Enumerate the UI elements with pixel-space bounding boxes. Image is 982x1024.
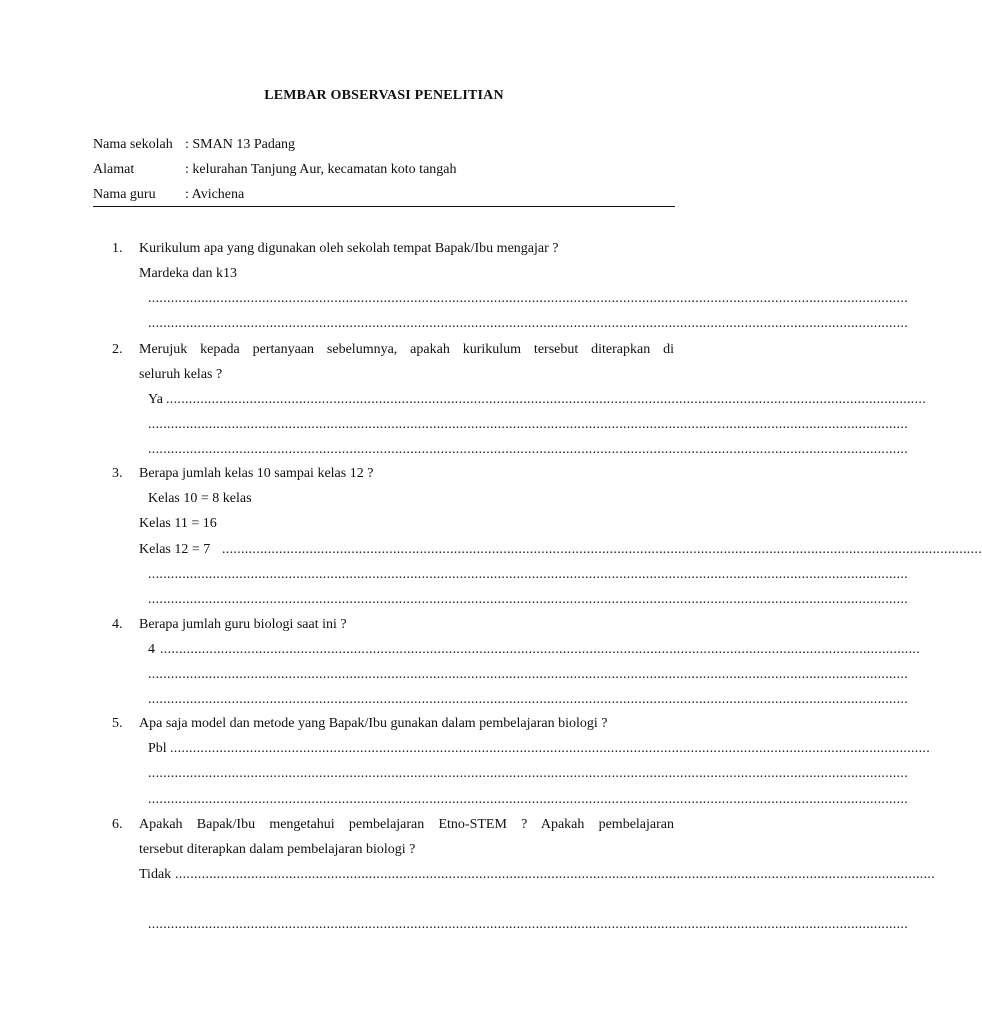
answer-dotted-line: ........................................................................................................................................................................................................ <box>148 792 908 807</box>
answer-dotted-line: ........................................................................................................................................................................................................ <box>148 417 908 432</box>
header-divider <box>93 206 675 207</box>
answer-dotted-line: ........................................................................................................................................................................................................ <box>148 667 908 682</box>
document-title: LEMBAR OBSERVASI PENELITIAN <box>264 88 504 103</box>
school-row <box>93 137 295 155</box>
answer-text: Kelas 11 = 16 <box>139 516 217 531</box>
school-label: Nama sekolah <box>93 137 173 152</box>
question-text: Merujuk kepada pertanyaan sebelumnya, apakah kurikulum tersebut diterapkan di <box>139 342 674 357</box>
answer-dotted-line: ........................................................................................................................................................................................................ <box>148 442 908 457</box>
answer-text: 4 <box>148 642 155 657</box>
question-text: Berapa jumlah kelas 10 sampai kelas 12 ? <box>139 466 374 481</box>
answer-text: Kelas 12 = 7 <box>139 542 211 557</box>
question-text: Apa saja model dan metode yang Bapak/Ibu gunakan dalam pembelajaran biologi ? <box>139 716 608 731</box>
answer-text: Mardeka dan k13 <box>139 266 237 281</box>
question-number: 6. <box>112 817 123 832</box>
answer-dotted-line: ........................................................................................................................................................................................................ <box>148 316 908 331</box>
teacher-row <box>93 187 244 205</box>
teacher-label: Nama guru <box>93 187 156 202</box>
answer-dotted-line: ........................................................................................................................................................................................................ <box>148 917 908 932</box>
answer-text: Pbl <box>148 741 167 756</box>
question-text-continued: seluruh kelas ? <box>139 367 223 382</box>
answer-dotted-line: ........................................................................................................................................................................................................ <box>175 867 935 882</box>
question-text-continued: tersebut diterapkan dalam pembelajaran biologi ? <box>139 842 416 857</box>
answer-dotted-line: ........................................................................................................................................................................................................ <box>148 692 908 707</box>
question-text: Kurikulum apa yang digunakan oleh sekolah tempat Bapak/Ibu mengajar ? <box>139 241 559 256</box>
question-number: 1. <box>112 241 123 256</box>
answer-dotted-line: ........................................................................................................................................................................................................ <box>148 291 908 306</box>
answer-dotted-line: ........................................................................................................................................................................................................ <box>148 766 908 781</box>
answer-text: Ya <box>148 392 163 407</box>
question-number: 2. <box>112 342 123 357</box>
address-label: Alamat <box>93 162 135 177</box>
answer-dotted-line: ........................................................................................................................................................................................................ <box>148 592 908 607</box>
answer-text: Kelas 10 = 8 kelas <box>148 491 252 506</box>
question-number: 4. <box>112 617 123 632</box>
answer-text: Tidak <box>139 867 172 882</box>
address-row <box>93 162 457 180</box>
teacher-value: : Avichena <box>185 187 245 202</box>
question-text: Berapa jumlah guru biologi saat ini ? <box>139 617 347 632</box>
question-number: 3. <box>112 466 123 481</box>
address-value: : kelurahan Tanjung Aur, kecamatan koto tangah <box>185 162 457 177</box>
answer-dotted-line: ........................................................................................................................................................................................................ <box>160 642 920 657</box>
answer-dotted-line: ........................................................................................................................................................................................................ <box>170 741 930 756</box>
answer-dotted-line: ........................................................................................................................................................................................................ <box>222 542 982 557</box>
question-number: 5. <box>112 716 123 731</box>
question-text: Apakah Bapak/Ibu mengetahui pembelajaran Etno-STEM ? Apakah pembelajaran <box>139 817 674 832</box>
school-value: : SMAN 13 Padang <box>185 137 296 152</box>
answer-dotted-line: ........................................................................................................................................................................................................ <box>166 392 926 407</box>
answer-dotted-line: ........................................................................................................................................................................................................ <box>148 567 908 582</box>
